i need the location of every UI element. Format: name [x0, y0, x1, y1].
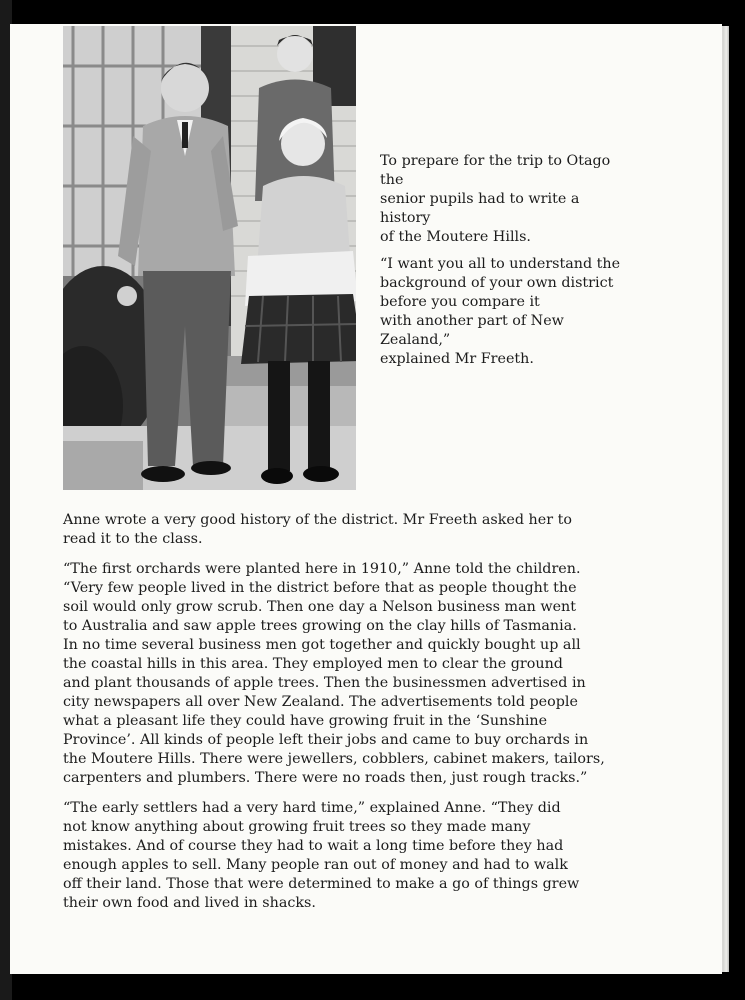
caption-paragraph-1	[380, 152, 630, 247]
body-paragraph-1	[63, 511, 683, 549]
text-line: “The early settlers had a very hard time,” explained Anne. “They did	[63, 800, 561, 816]
main-text	[63, 511, 683, 924]
text-line: the Moutere Hills. There were jewellers, cobblers, cabinet makers, tailors,	[63, 751, 605, 767]
caption-paragraph-2	[380, 255, 630, 369]
text-line: what a pleasant life they could have growing fruit in the ‘Sunshine	[63, 713, 548, 729]
book-page	[10, 24, 722, 974]
text-line: In no time several business men got together and quickly bought up all	[63, 637, 581, 653]
text-line: “The first orchards were planted here in 1910,” Anne told the children.	[63, 561, 581, 577]
text-line: “Very few people lived in the district before that as people thought the	[63, 580, 577, 596]
text-line: before you compare it	[380, 294, 540, 310]
text-line: of the Moutere Hills.	[380, 229, 531, 245]
text-line: with another part of New Zealand,”	[380, 313, 564, 348]
text-line: explained Mr Freeth.	[380, 351, 534, 367]
text-line: Anne wrote a very good history of the district. Mr Freeth asked her to	[63, 512, 572, 528]
class-photo	[63, 26, 356, 490]
text-line: to Australia and saw apple trees growing on the clay hills of Tasmania.	[63, 618, 577, 634]
text-line: To prepare for the trip to Otago the	[380, 153, 611, 188]
text-line: the coastal hills in this area. They employed men to clear the ground	[63, 656, 563, 672]
text-line: off their land. Those that were determined to make a go of things grew	[63, 876, 580, 892]
body-paragraph-2	[63, 560, 683, 788]
text-line: mistakes. And of course they had to wait a long time before they had	[63, 838, 564, 854]
text-line: soil would only grow scrub. Then one day a Nelson business man went	[63, 599, 576, 615]
text-line: and plant thousands of apple trees. Then the businessmen advertised in	[63, 675, 586, 691]
photo-illustration	[63, 26, 356, 490]
text-line: “I want you all to understand the	[380, 256, 621, 272]
text-line: enough apples to sell. Many people ran out of money and had to walk	[63, 857, 568, 873]
text-line: not know anything about growing fruit trees so they made many	[63, 819, 531, 835]
text-line: background of your own district	[380, 275, 614, 291]
text-line: Province’. All kinds of people left their jobs and came to buy orchards in	[63, 732, 589, 748]
photo-caption	[380, 152, 630, 377]
text-line: senior pupils had to write a history	[380, 191, 580, 226]
text-line: read it to the class.	[63, 531, 203, 547]
text-line: city newspapers all over New Zealand. The advertisements told people	[63, 694, 578, 710]
text-line: carpenters and plumbers. There were no roads then, just rough tracks.”	[63, 770, 588, 786]
body-paragraph-3	[63, 799, 683, 913]
text-line: their own food and lived in shacks.	[63, 895, 316, 911]
